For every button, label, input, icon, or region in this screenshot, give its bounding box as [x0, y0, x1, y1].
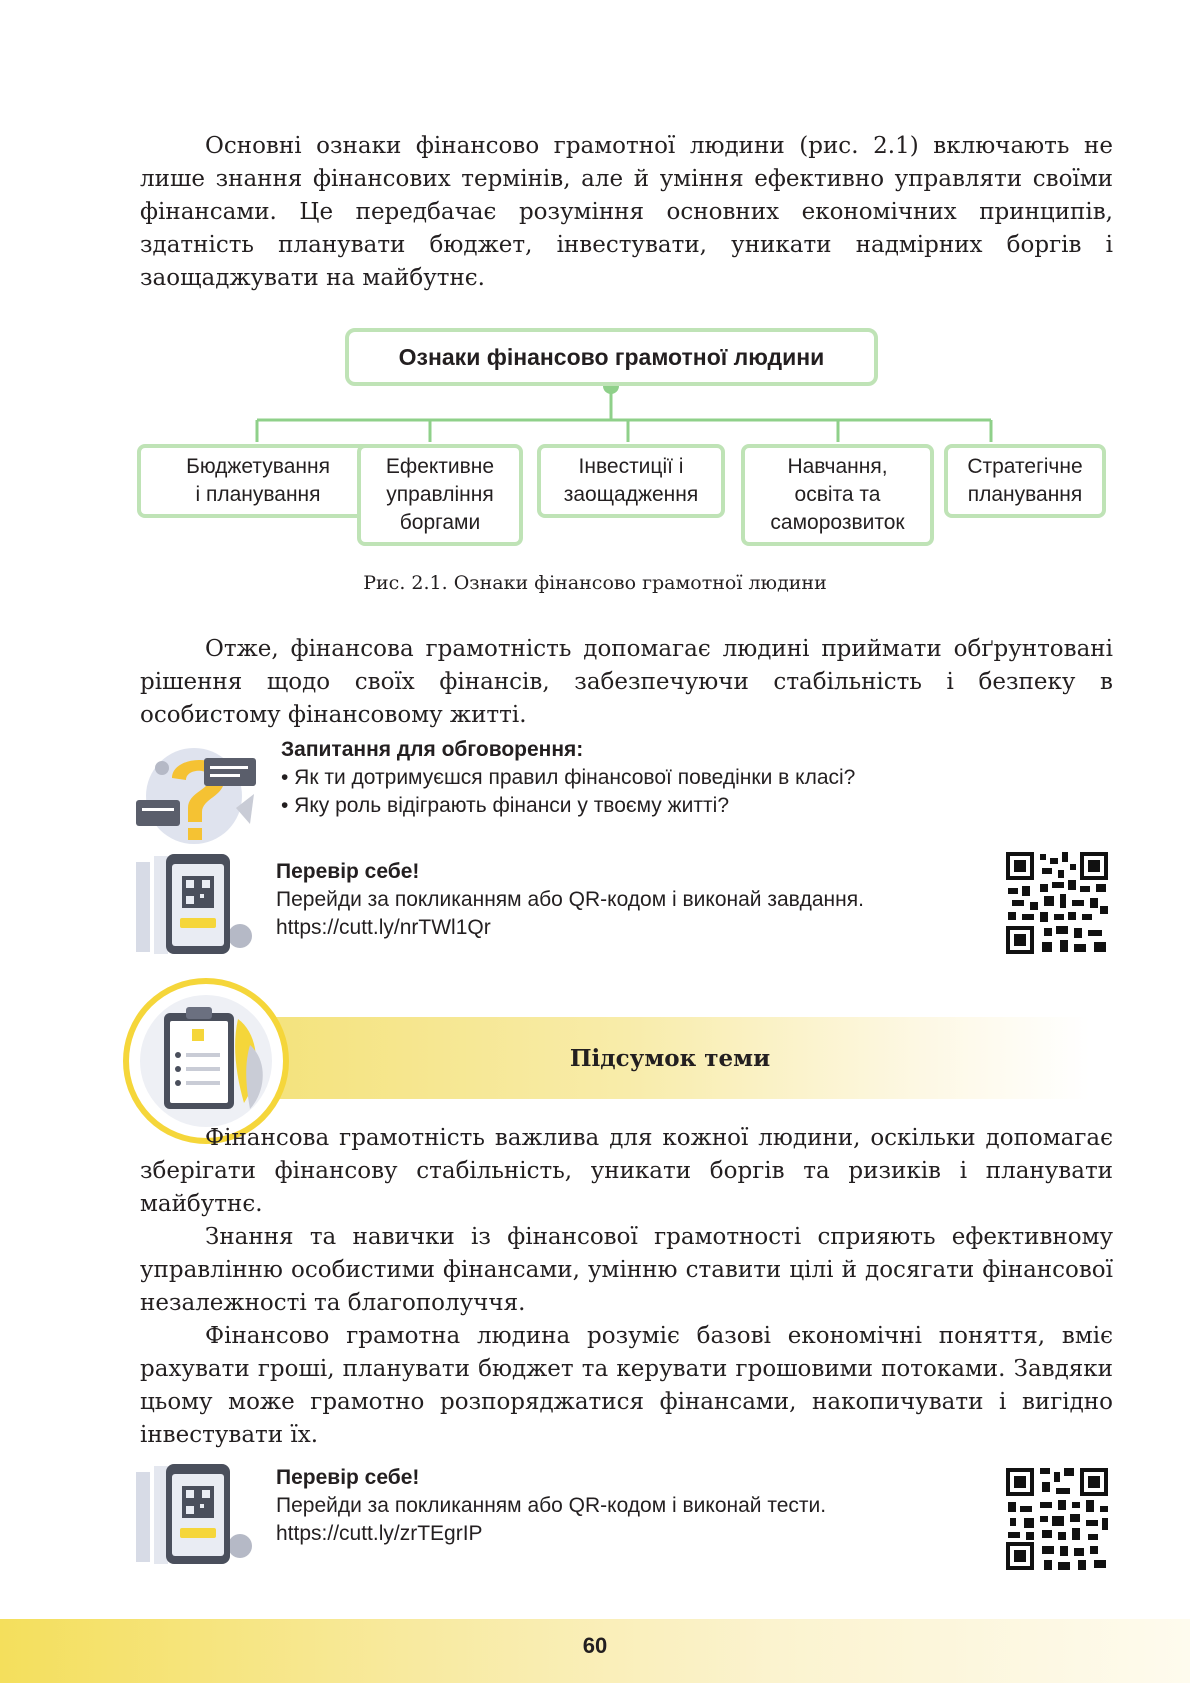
summary-paragraph: Знання та навички із фінансової грамотності сприяють ефективному управлінню особистими фінансами, умінню ставити цілі й досягати фінансової незалежності та благополуччя.: [140, 1224, 1113, 1316]
check-self-2-title: Перевір себе!: [276, 1466, 420, 1489]
summary-paragraph: Фінансово грамотна людина розуміє базові економічні поняття, вміє рахувати гроші, планувати бюджет та керувати грошовими потоками. Завдяки цьому може грамотно розпоряджатися фінансами, накопичувати і вигідно інвестувати їх.: [140, 1323, 1113, 1448]
diagram-title: Ознаки фінансово грамотної людини: [345, 328, 878, 386]
diagram-item-label: Ефективне управління боргами: [385, 455, 495, 534]
diagram-item-education: [741, 444, 934, 546]
check-self-2-link[interactable]: https://cutt.ly/zrTEgrIP: [276, 1522, 483, 1545]
check-self-2-text: Перейди за покликанням або QR-кодом і виконай тести.: [276, 1494, 827, 1517]
intro-paragraph: Основні ознаки фінансово грамотної людини (рис. 2.1) включають не лише знання фінансових термінів, але й уміння ефективно управляти своїми фінансами. Це передбачає розуміння основних економічних принципів, здатність планувати бюджет, інвестувати, уникати надмірних боргів і заощаджувати на майбутнє.: [140, 133, 1113, 291]
page-number: 60: [582, 1633, 608, 1658]
diagram-item-label: Навчання, освіта та саморозвиток: [770, 455, 905, 534]
qr-code-2-icon[interactable]: [1004, 1466, 1110, 1572]
diagram-item-strategic-planning: [944, 444, 1106, 518]
summary-title: Підсумок теми: [569, 1044, 771, 1072]
figure-caption: Рис. 2.1. Ознаки фінансово грамотної людини: [363, 572, 827, 594]
question-bubble-illustration-icon: [132, 738, 262, 848]
diagram-item-label: Інвестиції і заощадження: [563, 455, 699, 506]
phone-qr-illustration-icon: [130, 852, 260, 958]
check-self-1-title: Перевір себе!: [276, 860, 420, 883]
diagram-item-label: Стратегічне планування: [967, 455, 1083, 506]
conclusion-paragraph: Отже, фінансова грамотність допомагає людині приймати обґрунтовані рішення щодо своїх фінансів, забезпечуючи стабільність і безпеку в особистому фінансовому житті.: [140, 636, 1113, 728]
diagram-item-budgeting: [137, 444, 379, 518]
discussion-title: Запитання для обговорення:: [281, 738, 584, 761]
diagram-item-debt-management: [357, 444, 523, 546]
diagram-item-investments: [537, 444, 725, 518]
check-self-1-text: Перейди за покликанням або QR-кодом і виконай завдання.: [276, 888, 864, 911]
summary-paragraph: Фінансова грамотність важлива для кожної людини, оскільки допомагає зберігати фінансову стабільність, уникати боргів та ризиків і планувати майбутнє.: [140, 1125, 1113, 1217]
qr-code-1-icon[interactable]: [1004, 850, 1110, 956]
discussion-question: • Яку роль відіграють фінанси у твоєму житті?: [281, 794, 729, 817]
check-self-1-link[interactable]: https://cutt.ly/nrTWl1Qr: [276, 916, 491, 939]
phone-qr-illustration-icon: [130, 1462, 260, 1568]
diagram-item-label: Бюджетування і планування: [186, 455, 330, 506]
discussion-question: • Як ти дотримуєшся правил фінансової поведінки в класі?: [281, 766, 856, 789]
